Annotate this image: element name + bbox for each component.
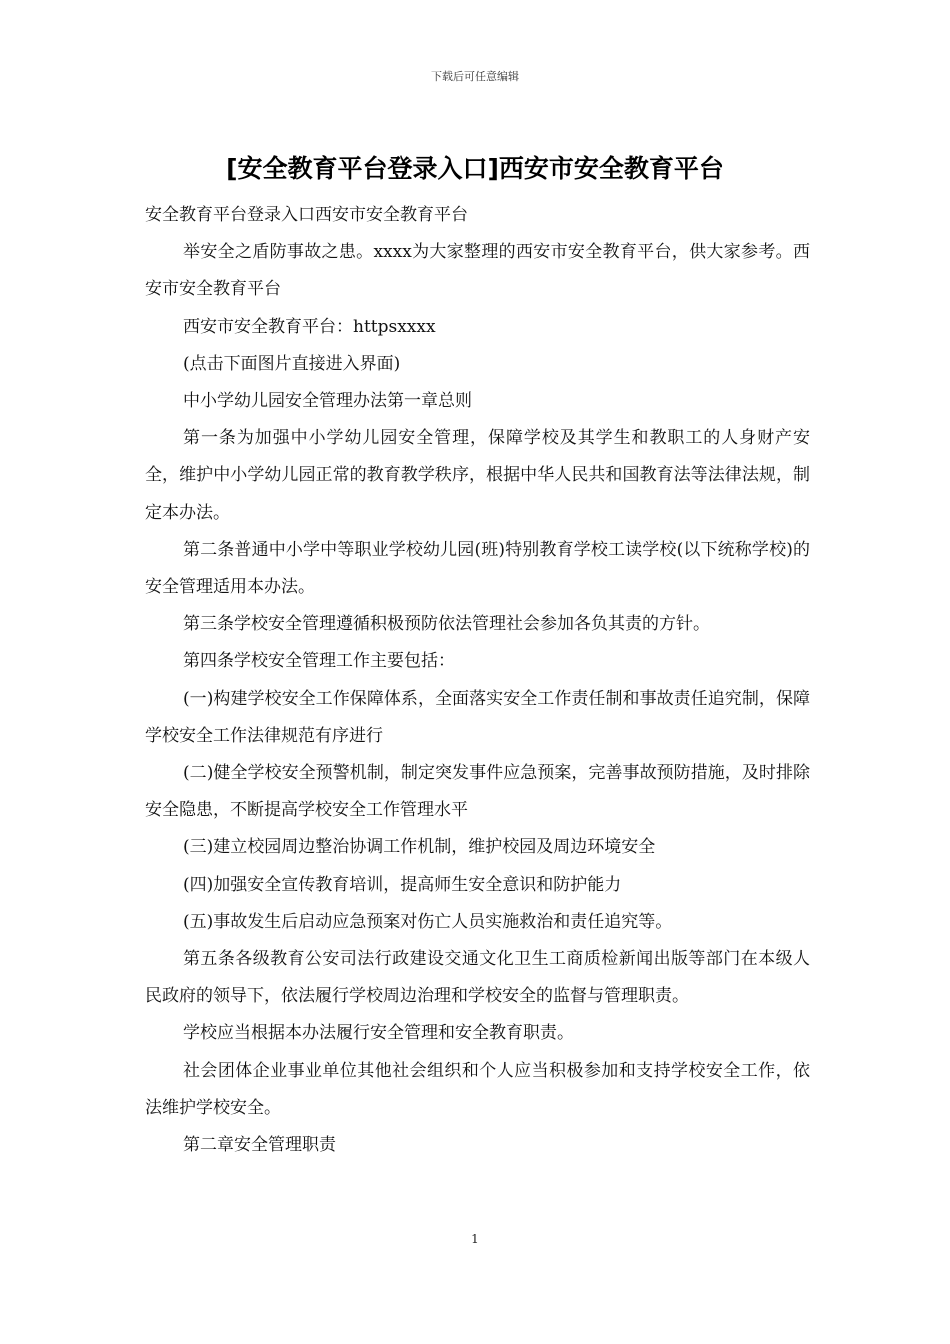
paragraph: (二)健全学校安全预警机制，制定突发事件应急预案，完善事故预防措施，及时排除安全隐患，不断提高学校安全工作管理水平: [145, 763, 810, 821]
paragraph: (三)建立校园周边整治协调工作机制，维护校园及周边环境安全: [183, 837, 656, 858]
paragraph: 第五条各级教育公安司法行政建设交通文化卫生工商质检新闻出版等部门在本级人民政府的领导下，依法履行学校周边治理和学校安全的监督与管理职责。: [145, 949, 810, 1007]
paragraph: (一)构建学校安全工作保障体系，全面落实安全工作责任制和事故责任追究制，保障学校安全工作法律规范有序进行: [145, 688, 810, 746]
paragraph: 第二条普通中小学中等职业学校幼儿园(班)特别教育学校工读学校(以下统称学校)的安全管理适用本办法。: [145, 539, 810, 598]
paragraph: 学校应当根据本办法履行安全管理和安全教育职责。: [183, 1023, 574, 1044]
header-note: 下载后可任意编辑: [431, 70, 519, 83]
document-title: [安全教育平台登录入口]西安市安全教育平台: [226, 154, 724, 183]
paragraph: 第二章安全管理职责: [183, 1135, 336, 1156]
paragraph: 中小学幼儿园安全管理办法第一章总则: [183, 391, 472, 412]
document-body: [145, 197, 810, 1164]
paragraph: 社会团体企业事业单位其他社会组织和个人应当积极参加和支持学校安全工作，依法维护学校安全。: [145, 1060, 810, 1118]
page-number: 1: [471, 1232, 479, 1246]
paragraph: 举安全之盾防事故之患。xxxx为大家整理的西安市安全教育平台，供大家参考。西安市安全教育平台: [145, 242, 810, 300]
paragraph: 西安市安全教育平台：httpsxxxx: [183, 316, 436, 337]
paragraph: 第一条为加强中小学幼儿园安全管理，保障学校及其学生和教职工的人身财产安全，维护中小学幼儿园正常的教育教学秩序，根据中华人民共和国教育法等法律法规，制定本办法。: [145, 428, 810, 523]
paragraph: 第四条学校安全管理工作主要包括：: [183, 651, 455, 672]
paragraph: (点击下面图片直接进入界面): [183, 353, 401, 374]
paragraph: (四)加强安全宣传教育培训，提高师生安全意识和防护能力: [183, 874, 622, 895]
paragraph: (五)事故发生后启动应急预案对伤亡人员实施救治和责任追究等。: [183, 911, 673, 932]
paragraph: 第三条学校安全管理遵循积极预防依法管理社会参加各负其责的方针。: [183, 614, 710, 635]
paragraph: 安全教育平台登录入口西安市安全教育平台: [145, 205, 468, 225]
